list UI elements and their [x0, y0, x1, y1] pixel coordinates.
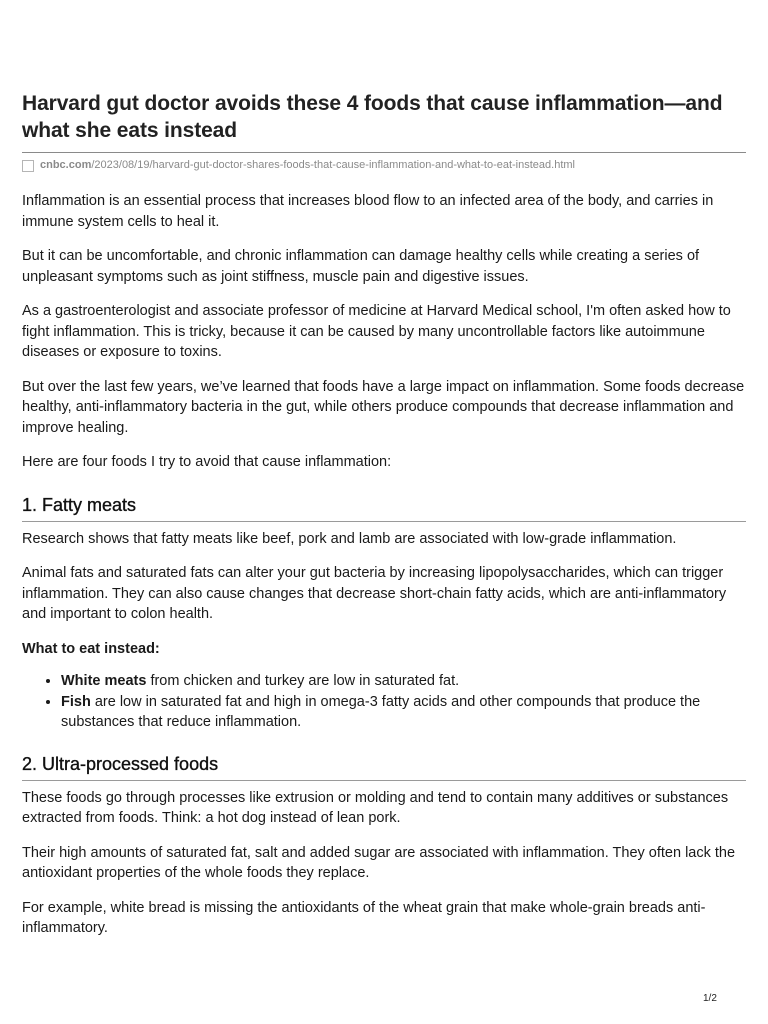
list-item-text: from chicken and turkey are low in saturated fat. [146, 673, 460, 689]
list-item-bold: Fish [61, 693, 91, 710]
section-heading-fatty-meats: 1. Fatty meats [22, 494, 746, 522]
section-heading-ultra-processed: 2. Ultra-processed foods [22, 753, 746, 781]
article-title: Harvard gut doctor avoids these 4 foods that cause inflammation—and what she eats instead [22, 92, 723, 142]
page-number: 1/2 [703, 993, 717, 1004]
section-paragraph: For example, white bread is missing the antioxidants of the wheat grain that make whole-grain breads anti-inflammatory. [22, 899, 706, 936]
instead-label: What to eat instead: [22, 640, 160, 657]
list-item [61, 671, 746, 692]
link-icon [22, 160, 34, 172]
section-paragraph: These foods go through processes like extrusion or molding and tend to contain many additives or substances extracted from foods. Think: a hot dog instead of lean pork. [22, 789, 729, 826]
alternatives-list [22, 671, 746, 733]
title-divider [22, 152, 746, 153]
section-paragraph: Their high amounts of saturated fat, salt and added sugar are associated with inflammation. They often lack the antioxidant properties of the whole foods they replace. [22, 844, 736, 881]
source-domain: cnbc.com [40, 159, 92, 171]
list-item-text: are low in saturated fat and high in omega-3 fatty acids and other compounds that produce the substances that reduce inflammation. [61, 693, 701, 730]
source-path: /2023/08/19/harvard-gut-doctor-shares-foods-that-cause-inflammation-and-what-to-eat-instead.html [91, 159, 575, 171]
list-item [61, 692, 746, 733]
article [22, 90, 746, 939]
list-item-bold: White meats [61, 673, 147, 689]
intro-paragraph: Here are four foods I try to avoid that cause inflammation: [22, 454, 392, 470]
section-paragraph: Animal fats and saturated fats can alter your gut bacteria by increasing lipopolysaccharides, which can trigger inflammation. They can also cause changes that decrease short-chain fatty acids, which are anti-inflammatory and important to colon health. [22, 565, 727, 622]
intro-paragraph: As a gastroenterologist and associate professor of medicine at Harvard Medical school, I'm often asked how to fight inflammation. This is tricky, because it can be caused by many uncontrollable factors like autoimmune diseases or exposure to toxins. [22, 303, 731, 360]
intro-paragraph: But over the last few years, we’ve learned that foods have a large impact on inflammation. Some foods decrease healthy, anti-inflammatory bacteria in the gut, while others produce compounds that decrease inflammation and improve healing. [22, 378, 745, 436]
source-link[interactable] [22, 157, 746, 173]
section-paragraph: Research shows that fatty meats like beef, pork and lamb are associated with low-grade inflammation. [22, 530, 677, 547]
intro-paragraph: Inflammation is an essential process that increases blood flow to an infected area of the body, and carries in immune system cells to heal it. [22, 193, 714, 230]
intro-paragraph: But it can be uncomfortable, and chronic inflammation can damage healthy cells while creating a series of unpleasant symptoms such as joint stiffness, muscle pain and digestive issues. [22, 248, 700, 285]
